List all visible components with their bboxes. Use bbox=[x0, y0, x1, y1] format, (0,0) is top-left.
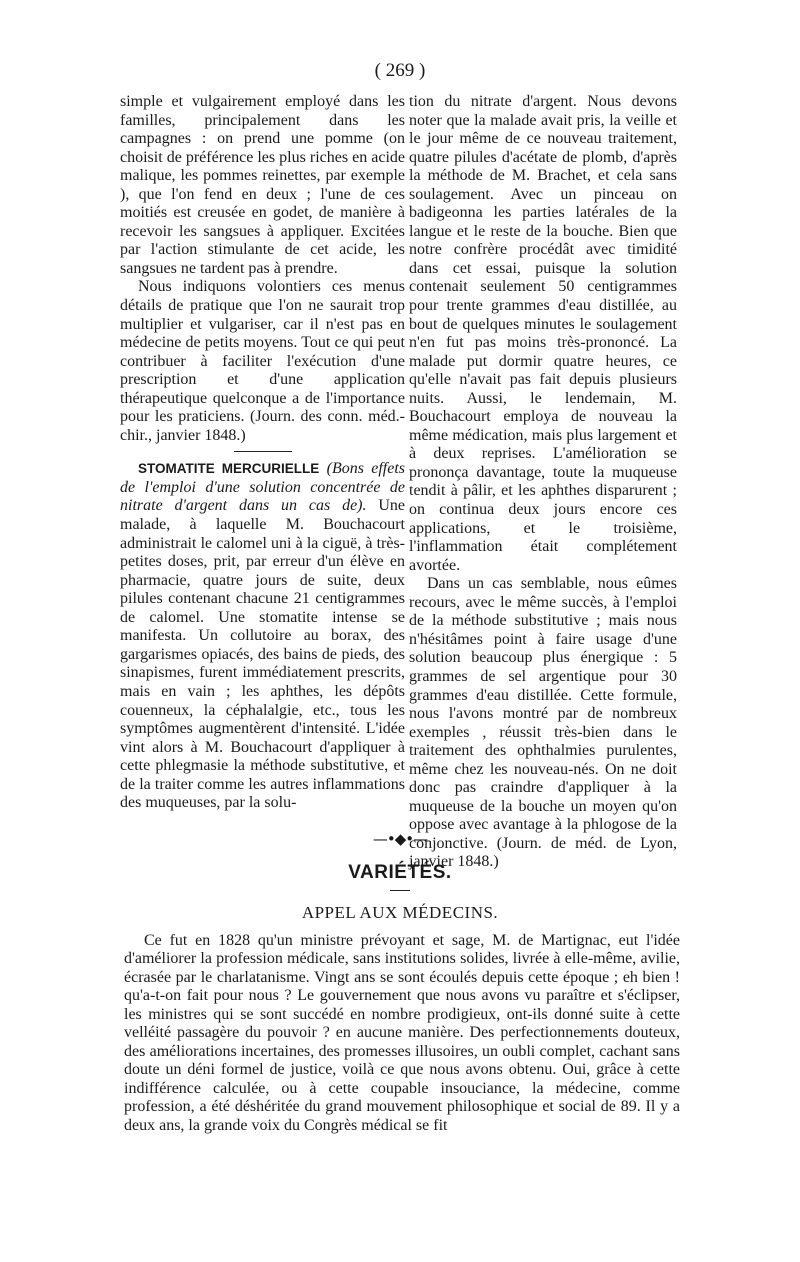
section-heading: VARIÉTÉS. bbox=[348, 862, 452, 883]
page-number: ( 269 ) bbox=[374, 60, 426, 81]
right-column bbox=[409, 93, 677, 872]
article-body bbox=[124, 932, 680, 1135]
article-paragraph: Ce fut en 1828 qu'un ministre prévoyant et sage, M. de Martignac, eut l'idée d'améliorer la profession médicale, sans institutions solides, livrée à elle-même, avilie, écrasée par le charlatanisme. Vingt ans se sont écoulés depuis cette époque ; eh bien ! qu'a-t-on fait pour nous ? Le gouvernement que nous avons vu paraître et s'éclipser, les ministres qui se sont succédé en nombre prodigieux, ont-ils donné suite à cette velléité passagère du pouvoir ? en aucune manière. Des perfectionnements douteux, des améliorations incertaines, des promesses illusoires, un oubli complet, cachant sans doute un déni formel de justice, voilà ce que nous avons obtenu. Oui, grâce à cette indifférence calculée, ou à cette coupable insouciance, la médecine, comme profession, a été déshéritée du grand mouvement philosophique et social de 89. Il y a deux ans, la grande voix du Congrès médical se fit bbox=[124, 932, 680, 1134]
stomatite-section bbox=[120, 460, 405, 812]
ornament-divider: —•◆•— bbox=[372, 830, 428, 848]
left-paragraph-1: simple et vulgairement employé dans les familles, principalement dans les campagnes : on prend une pomme (on choisit de préférence les plus riches en acide malique, les pommes reinettes, par exemple ), que l'on fend en deux ; l'une de ces moitiés est creusée en godet, de manière à recevoir les sangsues à appliquer. Excitées par l'action stimulante de cet acide, les sangsues ne tardent pas à prendre. bbox=[120, 93, 405, 277]
article-title: APPEL AUX MÉDECINS. bbox=[301, 903, 499, 922]
section-divider bbox=[234, 451, 292, 452]
section-title: STOMATITE MERCURIELLE bbox=[138, 461, 320, 477]
left-column bbox=[120, 93, 405, 813]
heading-rule bbox=[390, 890, 410, 891]
section-subtitle: (Bons effets de l'emploi d'une solution concentrée de nitrate d'argent dans un cas de). bbox=[120, 460, 406, 515]
left-paragraph-2: Nous indiquons volontiers ces menus détails de pratique que l'on ne saurait trop multiplier et vulgariser, car il n'est pas en médecine de petits moyens. Tout ce qui peut contribuer à faciliter l'exécution d'une prescription et d'une application thérapeutique quelconque a de l'importance pour les praticiens. (Journ. des conn. méd.-chir., janvier 1848.) bbox=[120, 278, 405, 444]
right-paragraph-2: Dans un cas semblable, nous eûmes recours, avec le même succès, à l'emploi de la méthode substitutive ; mais nous n'hésitâmes point à faire usage d'une solution beaucoup plus énergique : 5 grammes de sel argentique pour 30 grammes d'eau distillée. Cette formule, nous l'avons montré par de nombreux exemples , réussit très-bien dans le traitement des ophthalmies purulentes, même chez les nouveau-nés. On ne doit donc pas craindre d'appliquer à la muqueuse de la bouche un moyen qu'on oppose avec avantage à la phlogose de la conjonctive. (Journ. de méd. de Lyon, janvier 1848.) bbox=[409, 575, 677, 871]
left-paragraph-3: Une malade, à laquelle M. Bouchacourt administrait le calomel uni à la ciguë, à très-petites doses, prit, par erreur d'un élève en pharmacie, quatre jours de suite, deux pilules contenant chacune 21 centigrammes de calomel. Une stomatite intense se manifesta. Un collutoire au borax, des gargarismes opiacés, des bains de pieds, des sinapismes, furent immédiatement prescrits, mais en vain ; les aphthes, les dépôts couenneux, la céphalalgie, etc., tous les symptômes augmentèrent d'intensité. L'idée vint alors à M. Bouchacourt d'appliquer à cette phlegmasie la méthode substitutive, et de la traiter comme les autres inflammations des muqueuses, par la solu- bbox=[120, 497, 406, 812]
right-paragraph-1: tion du nitrate d'argent. Nous devons noter que la malade avait pris, la veille et le jour même de ce nouveau traitement, quatre pilules d'acétate de plomb, d'après la méthode de M. Brachet, et cela sans soulagement. Avec un pinceau on badigeonna les parties latérales de la langue et le reste de la bouche. Bien que notre confrère procédât avec timidité dans cet essai, puisque la solution contenait seulement 50 centigrammes pour trente grammes d'eau distillée, au bout de quelques minutes le soulagement n'en fut pas moins très-prononcé. La malade put dormir quatre heures, ce qu'elle n'avait pas fait depuis plusieurs nuits. Aussi, le lendemain, M. Bouchacourt employa de nouveau la même médication, mais plus largement et à deux reprises. L'amélioration se prononça davantage, toute la muqueuse tendit à pâlir, et les aphthes disparurent ; on continua deux jours encore ces applications, et le troisième, l'inflammation était complétement avortée. bbox=[409, 93, 677, 574]
